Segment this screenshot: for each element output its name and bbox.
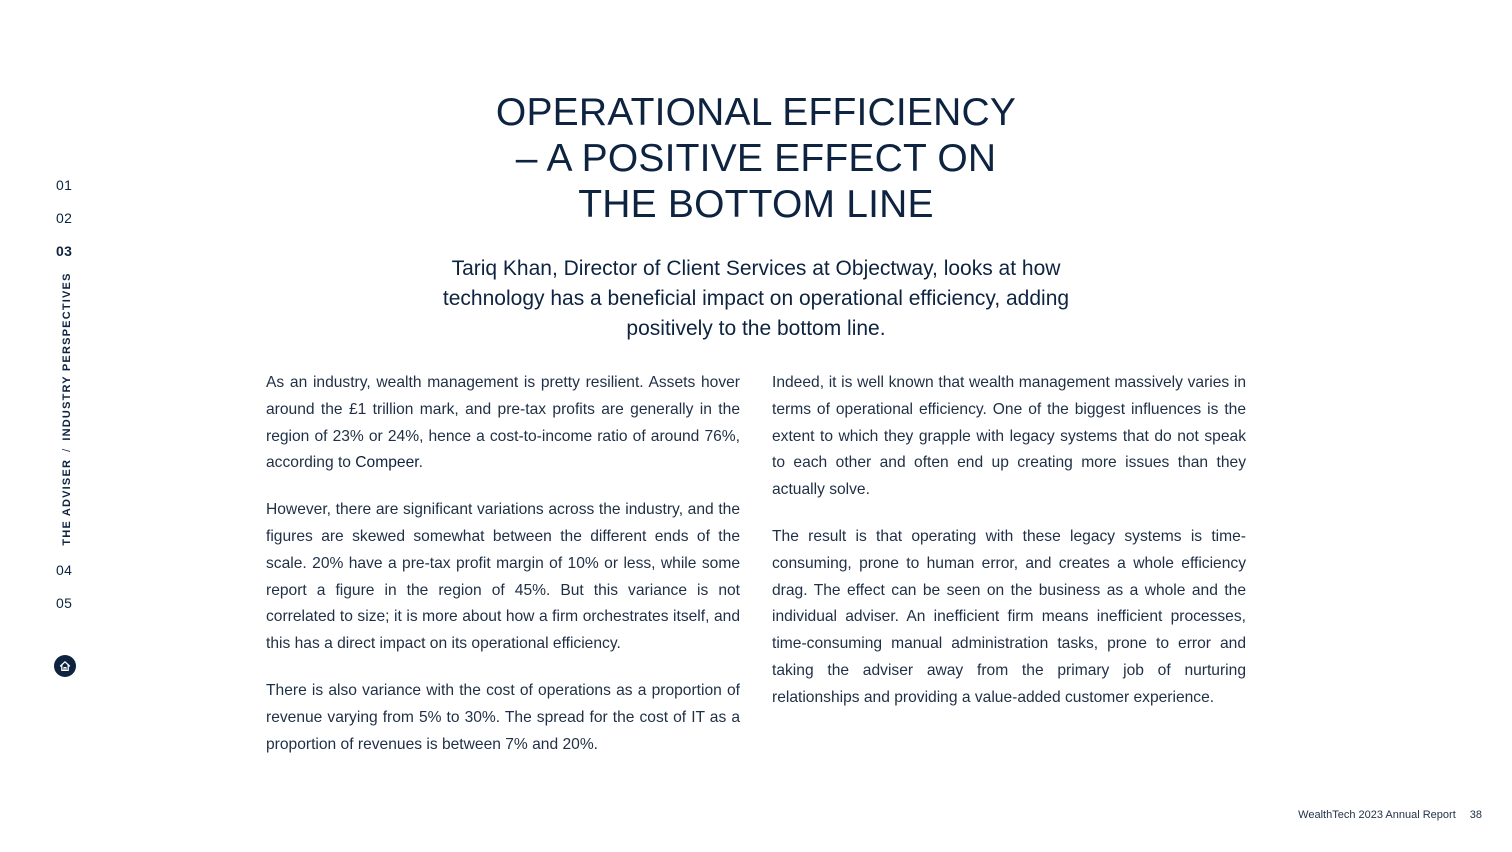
compeer-link[interactable]: Compeer [355, 454, 419, 472]
nav-item-01[interactable]: 01 [56, 177, 73, 193]
article-title [256, 90, 1256, 228]
section-breadcrumb [47, 272, 87, 546]
nav-item-02[interactable]: 02 [56, 210, 73, 226]
article-column-left [266, 370, 740, 778]
paragraph: As an industry, wealth management is pretty resilient. Assets hover around the £1 trillion mark, and pre-tax profits are generally in the region of 23% or 24%, hence a cost-to-income ratio of around 76%, according to Compeer. [266, 374, 740, 472]
paragraph: There is also variance with the cost of operations as a proportion of revenue varying from 5% to 30%. The spread for the cost of IT as a proportion of revenues is between 7% and 20%. [266, 681, 740, 753]
subsection-label: INDUSTRY PERSPECTIVES [61, 272, 73, 441]
title-line-3: THE BOTTOM LINE [578, 183, 934, 226]
paragraph: However, there are significant variations across the industry, and the figures are skewed somewhat between the different ends of the scale. 20% have a pre-tax profit margin of 10% or less, while some report a figure in the region of 45%. But this variance is not correlated to size; it is more about how a firm orchestrates itself, and this has a direct impact on its operational efficiency. [266, 501, 740, 653]
nav-item-05[interactable]: 05 [56, 595, 73, 611]
home-button[interactable] [54, 655, 76, 677]
page-footer [1298, 809, 1482, 821]
nav-item-04[interactable]: 04 [56, 562, 73, 578]
paragraph: Indeed, it is well known that wealth management massively varies in terms of operational efficiency. One of the biggest influences is the extent to which they grapple with legacy systems that do not speak to each other and often end up creating more issues than they actually solve. [772, 374, 1246, 499]
home-icon [59, 660, 71, 672]
title-line-1: OPERATIONAL EFFICIENCY [495, 91, 1017, 134]
publication-name: WealthTech 2023 Annual Report [1298, 809, 1456, 821]
page-number: 38 [1469, 809, 1482, 821]
article-standfirst: Tariq Khan, Director of Client Services at Objectway, looks at how technology has a beneficial impact on operational efficiency, adding positively to the bottom line. [442, 257, 1070, 340]
title-line-2: – A POSITIVE EFFECT ON [515, 137, 997, 180]
article-column-right [772, 370, 1246, 732]
breadcrumb-separator: / [61, 447, 73, 452]
section-label: THE ADVISER [61, 458, 73, 546]
nav-item-03[interactable]: 03 [56, 243, 73, 259]
paragraph: The result is that operating with these legacy systems is time-consuming, prone to human error, and creates a whole efficiency drag. The effect can be seen on the business as a whole and the individual adviser. An inefficient firm means inefficient processes, time-consuming manual administration tasks, prone to error and taking the adviser away from the primary job of nurturing relationships and providing a value-added customer experience. [772, 527, 1246, 706]
